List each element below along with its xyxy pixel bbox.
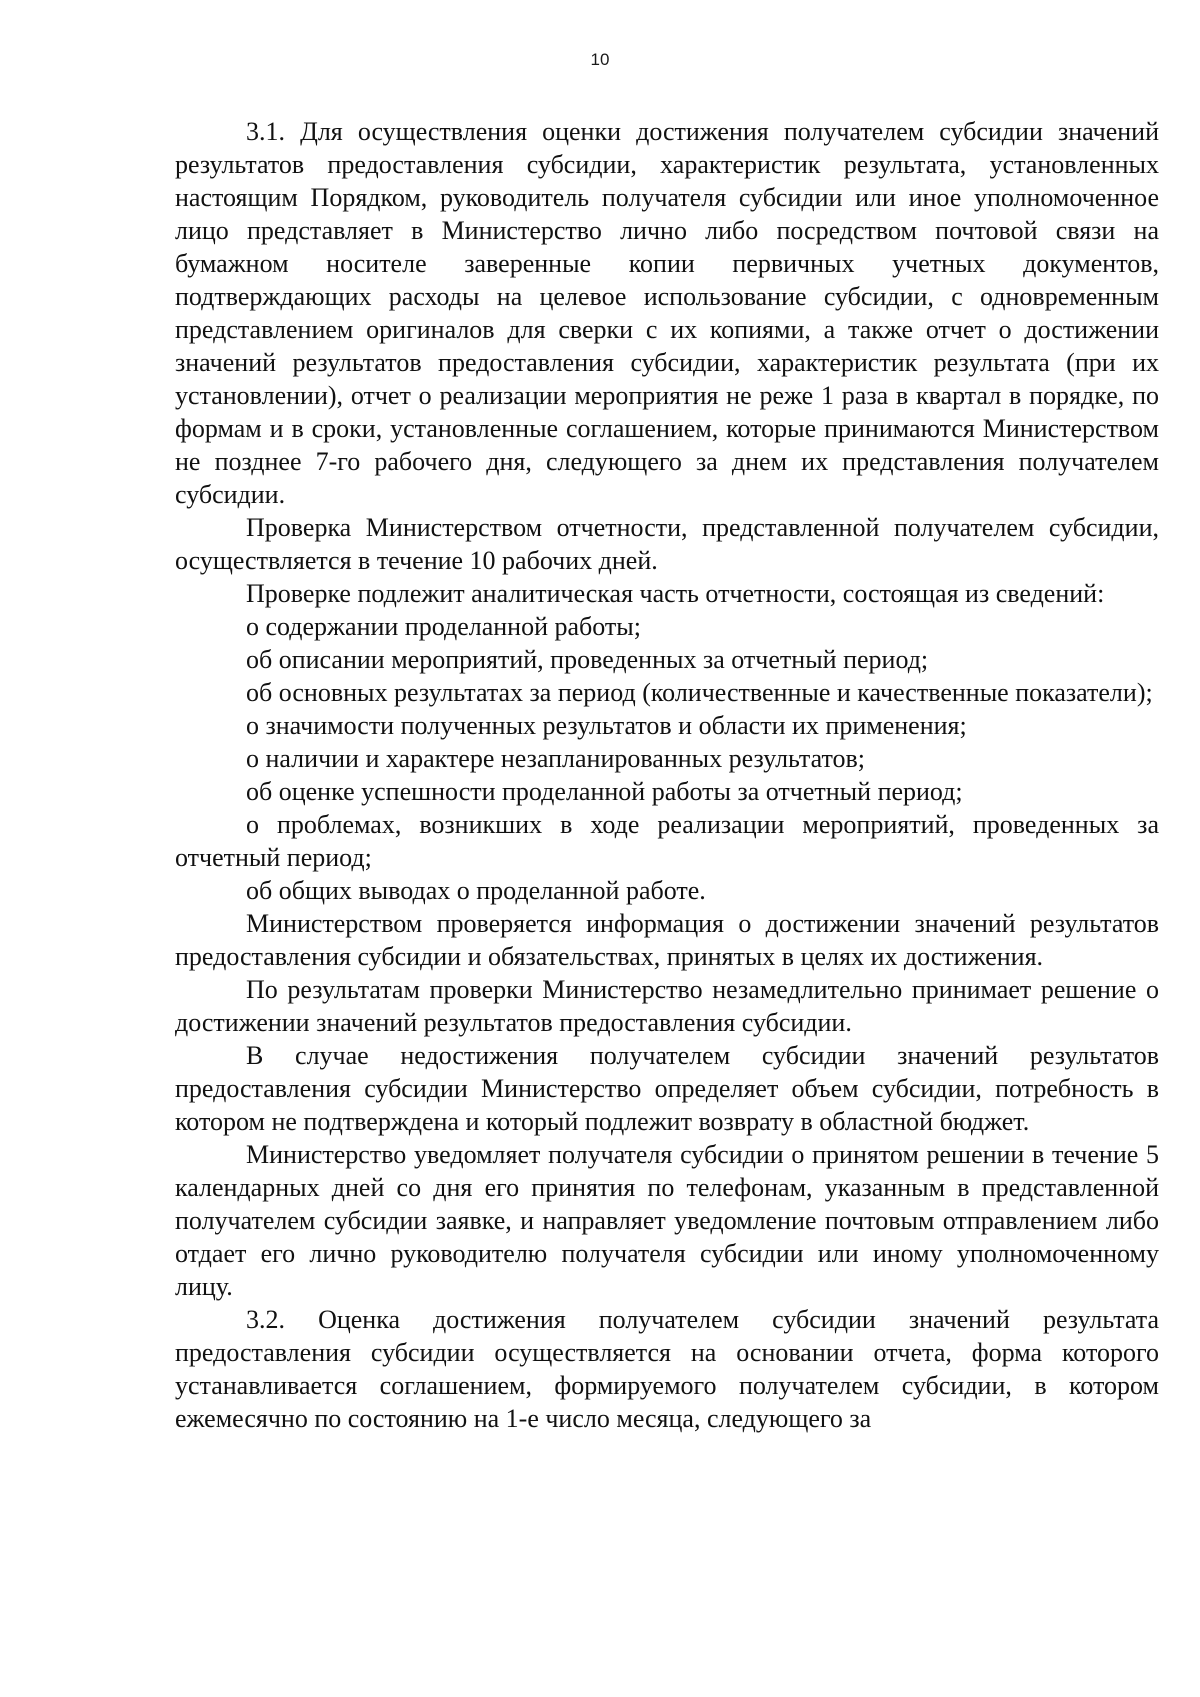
list-item-activities-description: об описании мероприятий, проведенных за отчетный период; bbox=[246, 645, 929, 674]
list-item-work-content: о содержании проделанной работы; bbox=[246, 612, 641, 641]
page-number: 10 bbox=[590, 50, 610, 69]
paragraph-analytical-part: Проверке подлежит аналитическая часть отчетности, состоящая из сведений: bbox=[246, 579, 1105, 608]
paragraph-3-1: 3.1. Для осуществления оценки достижения получателем субсидии значений результатов предоставления субсидии, характеристик результата, установленных настоящим Порядком, руководитель получателя субсидии или иное уполномоченное лицо представляет в Министерство лично либо посредством почтовой связи на бумажном носителе заверенные копии первичных учетных документов, подтверждающих расходы на целевое использование субсидии, с одновременным представлением оригиналов для сверки с их копиями, а также отчет о достижении значений результатов предоставления субсидии, характеристик результата (при их установлении), отчет о реализации мероприятия не реже 1 раза в квартал в порядке, по формам и в сроки, установленные соглашением, которые принимаются Министерством не позднее 7-го рабочего дня, следующего за днем их представления получателем субсидии. bbox=[175, 117, 1159, 509]
paragraph-reporting-check: Проверка Министерством отчетности, представленной получателем субсидии, осуществляется в течение 10 рабочих дней. bbox=[175, 513, 1159, 575]
paragraph-3-2: 3.2. Оценка достижения получателем субсидии значений результата предоставления субсидии осуществляется на основании отчета, форма которого устанавливается соглашением, формируемого получателем субсидии, в котором ежемесячно по состоянию на 1-е число месяца, следующего за bbox=[175, 1305, 1159, 1433]
paragraph-notification: Министерство уведомляет получателя субсидии о принятом решении в течение 5 календарных дней со дня его принятия по телефонам, указанным в представленной получателем субсидии заявке, и направляет уведомление почтовым отправлением либо отдает его лично руководителю получателя субсидии или иному уполномоченному лицу. bbox=[175, 1140, 1159, 1301]
document-body bbox=[175, 115, 1159, 1435]
list-item-problems: о проблемах, возникших в ходе реализации мероприятий, проведенных за отчетный период; bbox=[175, 810, 1159, 872]
list-item-main-results: об основных результатах за период (количественные и качественные показатели); bbox=[246, 678, 1153, 707]
list-item-unplanned-results: о наличии и характере незапланированных результатов; bbox=[246, 744, 865, 773]
list-item-general-conclusions: об общих выводах о проделанной работе. bbox=[246, 876, 706, 905]
paragraph-non-achievement: В случае недостижения получателем субсидии значений результатов предоставления субсидии Министерство определяет объем субсидии, потребность в котором не подтверждена и который подлежит возврату в областной бюджет. bbox=[175, 1041, 1159, 1136]
paragraph-ministry-verification: Министерством проверяется информация о достижении значений результатов предоставления субсидии и обязательствах, принятых в целях их достижения. bbox=[175, 909, 1159, 971]
paragraph-verification-decision: По результатам проверки Министерство незамедлительно принимает решение о достижении значений результатов предоставления субсидии. bbox=[175, 975, 1159, 1037]
list-item-success-evaluation: об оценке успешности проделанной работы за отчетный период; bbox=[246, 777, 963, 806]
list-item-results-significance: о значимости полученных результатов и области их применения; bbox=[246, 711, 967, 740]
